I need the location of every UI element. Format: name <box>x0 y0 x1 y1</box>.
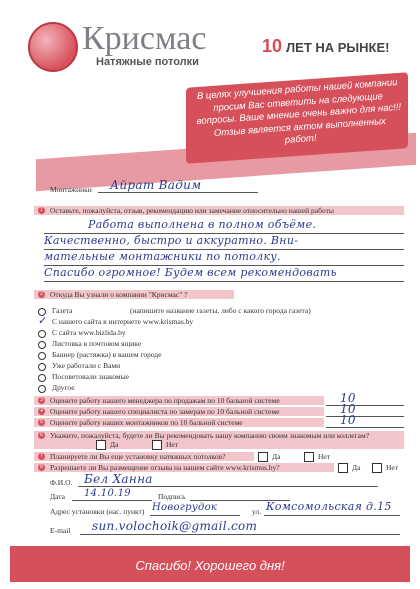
q6-text: Укажите, пожалуйста, будете ли Вы рекомендовать нашу компанию своим знакомым или коллегам? <box>50 431 370 440</box>
radio-circle-icon[interactable] <box>38 385 46 393</box>
q1-number: 1 <box>38 207 45 214</box>
address-street[interactable]: Комсомольская д.15 <box>266 500 392 513</box>
rating-row: 3 Оцените работу нашего менеджера по продажам по 10 бальной системе 10 <box>34 396 408 407</box>
q7-no-checkbox[interactable] <box>304 452 314 462</box>
source-option[interactable]: Уже работали с Вами <box>38 361 408 372</box>
brand-name: Крисмас <box>82 20 207 57</box>
radio-circle-icon[interactable] <box>38 374 46 382</box>
source-option[interactable]: Посоветовали знакомые <box>38 372 408 383</box>
rating-row: 4 Оцените работу нашего специалиста по замерам по 10 бальной системе 10 <box>34 407 408 418</box>
email-value[interactable]: sun.volochoik@gmail.com <box>92 519 258 533</box>
radio-circle-icon[interactable] <box>38 363 46 371</box>
radio-circle-icon[interactable] <box>38 341 46 349</box>
radio-circle-icon[interactable] <box>38 352 46 360</box>
q1-answer-area[interactable] <box>44 218 404 282</box>
q6-no-checkbox[interactable] <box>152 440 162 450</box>
installers-label: Монтажники <box>50 185 92 194</box>
intro-banner-text: В целях улучшения работы нашей компании просим Вас ответить на следующие вопросы. Ваше мнение очень важно для нас!!! Отзыв является актом выполненных работ! <box>196 77 402 147</box>
q1-answer-line: Работа выполнена в полном объёме. <box>44 218 404 234</box>
logo-emblem-icon <box>28 22 78 72</box>
rating-value[interactable]: 10 <box>340 402 356 416</box>
address-city[interactable]: Новогрудок <box>152 502 218 513</box>
fio-value[interactable]: Бел Ханна <box>84 472 153 486</box>
q8-text: Разрешаете ли Вы размещение отзыва на нашем сайте www.krismus.by? <box>50 463 280 472</box>
q6-yes-checkbox[interactable] <box>96 440 106 450</box>
source-option[interactable]: ✓ С нашего сайта в интернете www.krismas.by <box>38 315 194 327</box>
q2-number: 2 <box>38 291 45 298</box>
checkmark-icon: ✓ <box>38 315 48 327</box>
rating-row: 5 Оцените работу наших монтажников по 10 бальной системе 10 <box>34 418 408 429</box>
q7-text: Планируете ли Вы еще установку натяжных потолков? <box>50 452 226 461</box>
rating-value[interactable]: 10 <box>340 413 356 427</box>
date-value[interactable]: 14.10.19 <box>84 488 131 499</box>
q2-text: Откуда Вы узнали о компании "Крисмас" ? <box>50 290 188 299</box>
installers-line <box>98 192 258 193</box>
q8-yes-checkbox[interactable] <box>338 463 348 473</box>
rating-value[interactable]: 10 <box>340 391 356 405</box>
years-text: ЛЕТ НА РЫНКЕ! <box>286 40 390 55</box>
q1-text: Оставьте, пожалуйста, отзыв, рекомендацию или замечание относительно нашей работы <box>50 206 334 215</box>
years-badge <box>262 36 390 57</box>
source-option[interactable]: С сайта www.bizlida.by <box>38 328 408 339</box>
installers-value[interactable]: Айрат Вадим <box>110 178 202 192</box>
q8-no-checkbox[interactable] <box>372 463 382 473</box>
source-option[interactable]: Баннер (растяжка) в вашем городе <box>38 350 408 361</box>
years-number: 10 <box>262 36 283 56</box>
brand-subtitle: Натяжные потолки <box>96 56 199 68</box>
source-option[interactable]: Газета (напишите название газеты, либо с какого города газета) <box>38 306 408 317</box>
source-list <box>38 306 408 394</box>
footer-text: Спасибо! Хорошего дня! <box>135 558 285 573</box>
q7-yes-checkbox[interactable] <box>258 452 268 462</box>
ratings <box>34 391 408 429</box>
q1-answer-line: мательные монтажники по потолку. <box>44 250 404 266</box>
q1-answer-line: Качественно, быстро и аккуратно. Вни- <box>44 234 404 250</box>
source-option[interactable]: Другое <box>38 383 408 394</box>
q1-answer-line: Спасибо огромное! Будем всем рекомендовать <box>44 266 404 282</box>
radio-circle-icon[interactable] <box>38 330 46 338</box>
source-option[interactable]: Листовка в почтовом ящике <box>38 339 408 350</box>
